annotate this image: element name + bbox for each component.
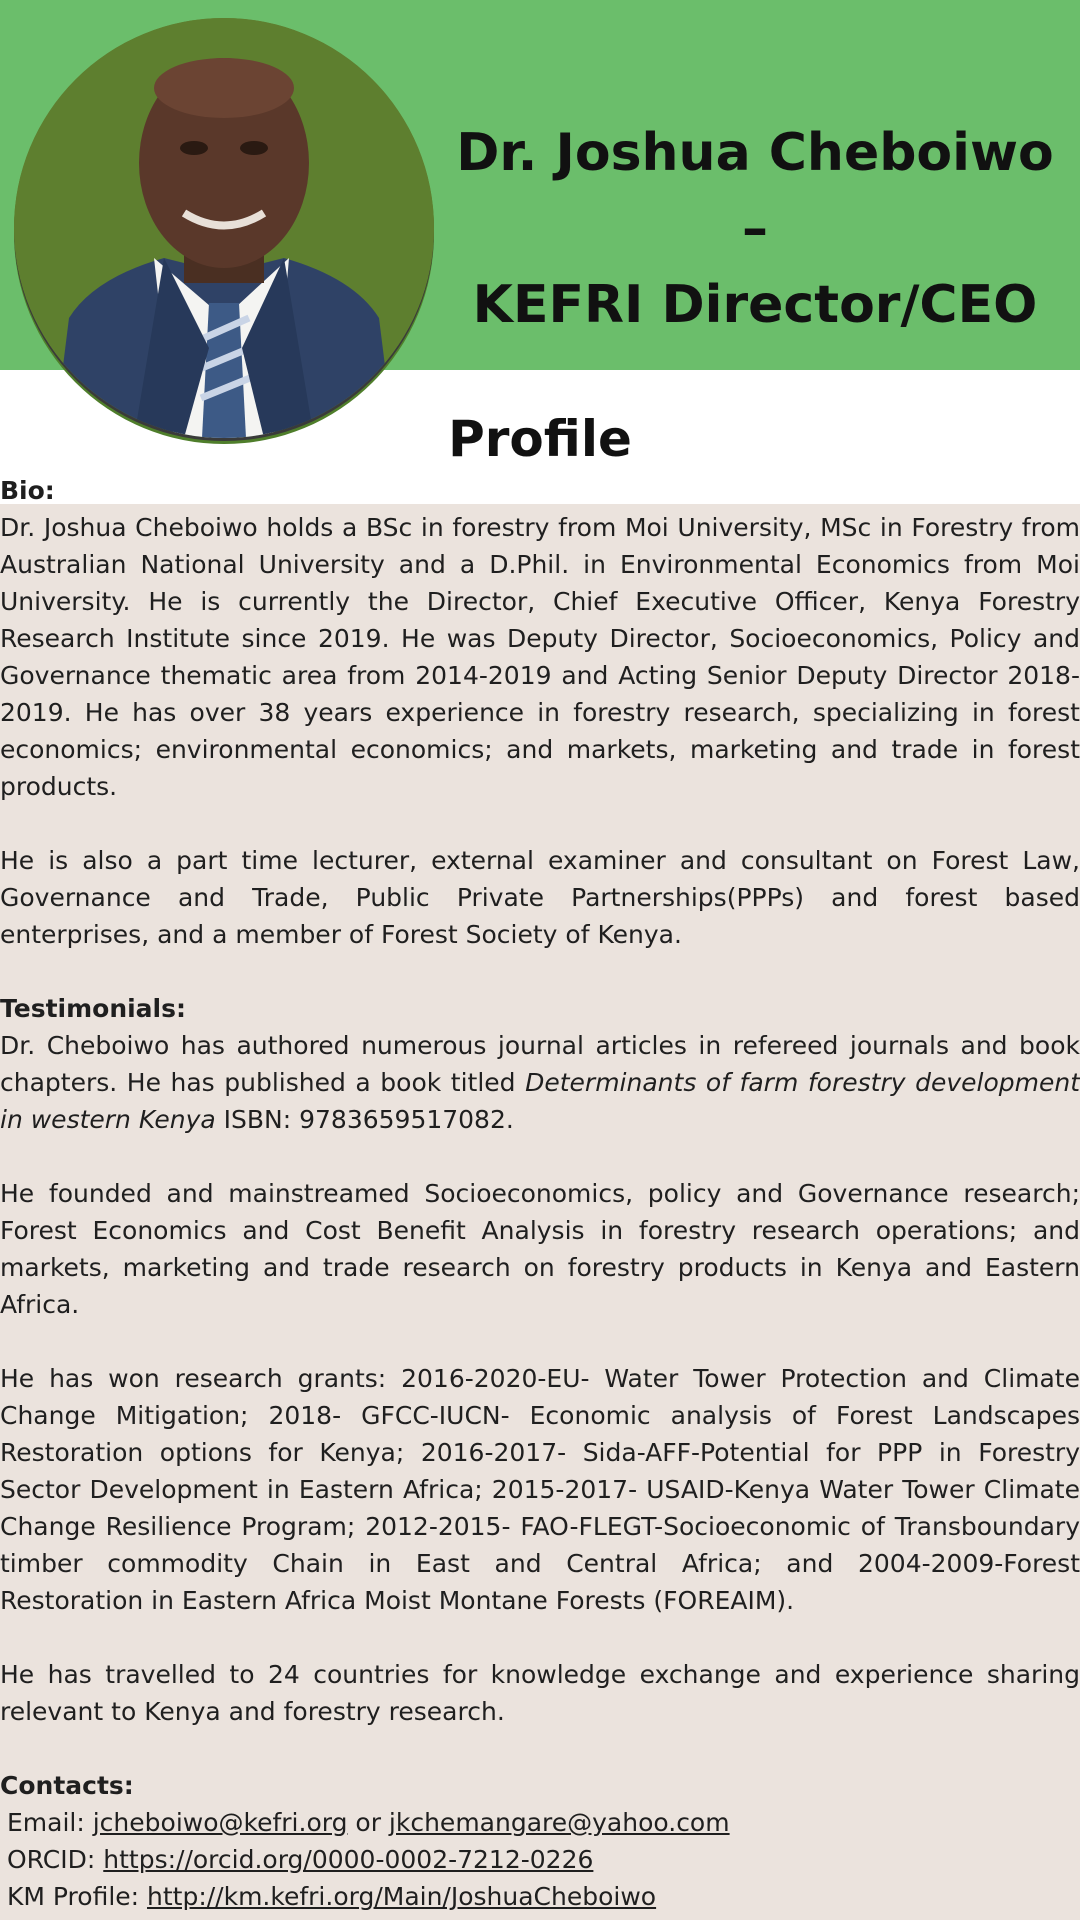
testimonial-paragraph: He has travelled to 24 countries for knowledge exchange and experience sharing relevant to Kenya and forestry research.	[0, 1660, 1080, 1726]
book-title: Determinants of farm forestry development in western Kenya	[0, 1068, 1080, 1134]
testimonial-paragraph: He founded and mainstreamed Socioeconomics, policy and Governance research; Forest Economics and Cost Benefit Analysis in forestry research operations; and markets, marketing and trade research on forestry products in Kenya and Eastern Africa.	[0, 1179, 1080, 1319]
profile-photo	[14, 18, 434, 438]
page-title: Dr. Joshua Cheboiwo – KEFRI Director/CEO	[456, 123, 1054, 335]
contacts-list	[0, 1804, 1080, 1915]
testimonial-paragraph: Dr. Cheboiwo has authored numerous journal articles in refereed journals and book chapters. He has published a book titled Determinants of farm forestry development in western Kenya ISBN: 9783659517082.	[0, 1031, 1080, 1134]
email-link-1[interactable]: jcheboiwo@kefri.org	[92, 1808, 348, 1837]
profile-heading: Profile	[448, 410, 632, 468]
km-profile-link[interactable]: http://km.kefri.org/Main/JoshuaCheboiwo	[147, 1882, 657, 1911]
email-link-2[interactable]: jkchemangare@yahoo.com	[388, 1808, 730, 1837]
portrait-illustration	[14, 18, 434, 438]
bio-paragraph: He is also a part time lecturer, external examiner and consultant on Forest Law, Governance and Trade, Public Private Partnerships(PPPs) and forest based enterprises, and a member of Forest Society of Kenya.	[0, 846, 1080, 949]
orcid-row: ORCID: https://orcid.org/0000-0002-7212-0226	[7, 1845, 594, 1874]
orcid-link[interactable]: https://orcid.org/0000-0002-7212-0226	[103, 1845, 594, 1874]
profile-content	[0, 472, 1080, 1915]
km-profile-row: KM Profile: http://km.kefri.org/Main/JoshuaCheboiwo	[7, 1882, 657, 1911]
email-row: Email: jcheboiwo@kefri.org or jkchemangare@yahoo.com	[7, 1808, 730, 1837]
testimonials-label: Testimonials:	[0, 994, 186, 1023]
bio-label: Bio:	[0, 476, 55, 505]
contacts-label: Contacts:	[0, 1771, 134, 1800]
testimonial-paragraph: He has won research grants: 2016-2020-EU- Water Tower Protection and Climate Change Mitigation; 2018- GFCC-IUCN- Economic analysis of Forest Landscapes Restoration options for Kenya; 2016-2017- Sida-AFF-Potential for PPP in Forestry Sector Development in Eastern Africa; 2015-2017- USAID-Kenya Water Tower Climate Change Resilience Program; 2012-2015- FAO-FLEGT-Socioeconomic of Transboundary timber commodity Chain in East and Central Africa; and 2004-2009-Forest Restoration in Eastern Africa Moist Montane Forests (FOREAIM).	[0, 1364, 1080, 1615]
bio-paragraph: Dr. Joshua Cheboiwo holds a BSc in forestry from Moi University, MSc in Forestry from Australian National University and a D.Phil. in Environmental Economics from Moi University. He is currently the Director, Chief Executive Officer, Kenya Forestry Research Institute since 2019. He was Deputy Director, Socioeconomics, Policy and Governance thematic area from 2014-2019 and Acting Senior Deputy Director 2018-2019. He has over 38 years experience in forestry research, specializing in forest economics; environmental economics; and markets, marketing and trade in forest products.	[0, 513, 1080, 801]
